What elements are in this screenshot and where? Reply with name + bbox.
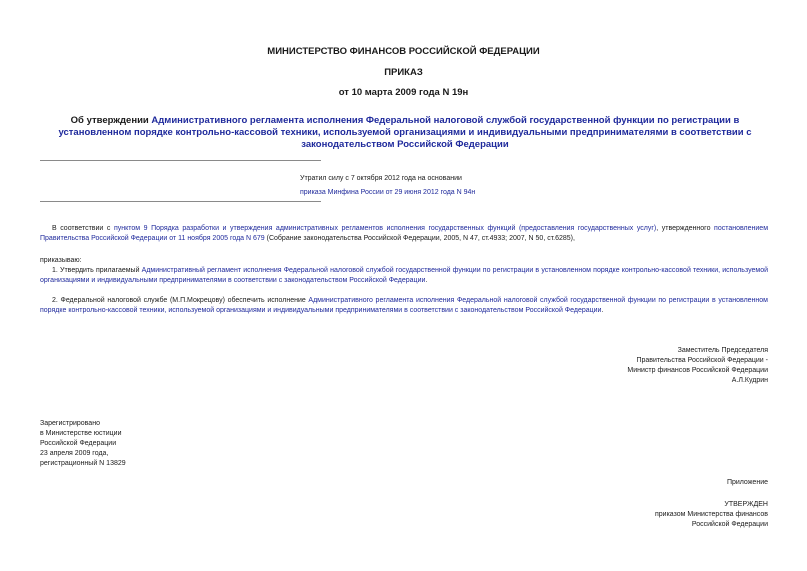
item-1-text: 1. Утвердить прилагаемый <box>52 267 142 274</box>
status-note-text: Утратил силу с 7 октября 2012 года на основании <box>300 175 462 182</box>
approval-block <box>655 500 768 530</box>
signature-line: Заместитель Председателя <box>677 347 768 354</box>
government-resolution-link[interactable]: постановлением Правительства Российской Федерации от 11 ноября 2005 года N 679 <box>40 225 769 242</box>
document-date-number: от 10 марта 2009 года N 19н <box>338 87 469 98</box>
signature-line: Министр финансов Российской Федерации <box>627 367 768 374</box>
approval-line: приказом Министерства финансов <box>654 511 768 518</box>
appendix-label: Приложение <box>726 479 768 486</box>
preamble-text: (Собрание законодательства Российской Федерации, 2005, N 47, ст.4933; 2007, N 50, ст.6285), <box>264 235 575 242</box>
signatory-name: А.Л.Кудрин <box>731 377 768 384</box>
document-type: ПРИКАЗ <box>384 67 423 78</box>
divider-bottom <box>40 201 321 202</box>
title-regulation-link[interactable]: Административного регламента исполнения Федеральной налоговой службой государственной функции по регистрации в установленном порядке контрольно-кассовой техники, используемой организациями и индивидуальными предпринимателями в соответствии с законодательством Российской Федерации <box>58 115 752 150</box>
signature-line: Правительства Российской Федерации - <box>636 357 768 364</box>
item-2-text: . <box>601 307 604 314</box>
registration-line: Зарегистрировано <box>40 420 100 427</box>
preamble-text: В соответствии с <box>52 225 114 232</box>
registration-block <box>40 419 126 469</box>
status-note <box>300 172 640 200</box>
ministry-heading: МИНИСТЕРСТВО ФИНАНСОВ РОССИЙСКОЙ ФЕДЕРАЦИИ <box>267 46 540 57</box>
approval-line: УТВЕРЖДЕН <box>724 501 768 508</box>
order-item-2 <box>40 296 768 316</box>
preamble-paragraph <box>40 224 768 244</box>
registration-date: 23 апреля 2009 года, <box>40 450 109 457</box>
divider-top <box>40 160 321 161</box>
order-word: приказываю: <box>40 257 82 264</box>
registration-number: регистрационный N 13829 <box>40 460 126 467</box>
procedure-point-link[interactable]: пунктом 9 Порядка разработки и утверждения административных регламентов исполнения государственных функций (предоставления государственных услуг) <box>113 225 657 232</box>
signature-block <box>627 346 768 386</box>
approval-line: Российской Федерации <box>691 521 768 528</box>
registration-line: Российской Федерации <box>40 440 117 447</box>
registration-line: в Министерстве юстиции <box>40 430 122 437</box>
title-prefix: Об утверждении <box>70 115 152 126</box>
item-1-text: . <box>425 277 428 284</box>
item-1-regulation-link[interactable]: Административный регламент исполнения Федеральной налоговой службой государственной функции по регистрации в установленном порядке контрольно-кассовой техники, используемой организациями и индивидуальными предпринимателями в соответствии с законодательством Российской Федерации <box>40 267 769 284</box>
preamble-text: , утвержденного <box>656 225 715 232</box>
document-title <box>40 115 770 151</box>
order-item-1 <box>40 266 768 286</box>
item-2-text: 2. Федеральной налоговой службе (М.П.Мокрецову) обеспечить исполнение <box>52 297 309 304</box>
item-2-regulation-link[interactable]: Административного регламента исполнения Федеральной налоговой службой государственной функции по регистрации в установленном порядке контрольно-кассовой техники, используемой организациями и индивидуальными предпринимателями в соответствии с законодательством Российской Федерации <box>40 297 768 314</box>
repeal-order-link[interactable]: приказа Минфина России от 29 июня 2012 года N 94н <box>300 189 476 196</box>
